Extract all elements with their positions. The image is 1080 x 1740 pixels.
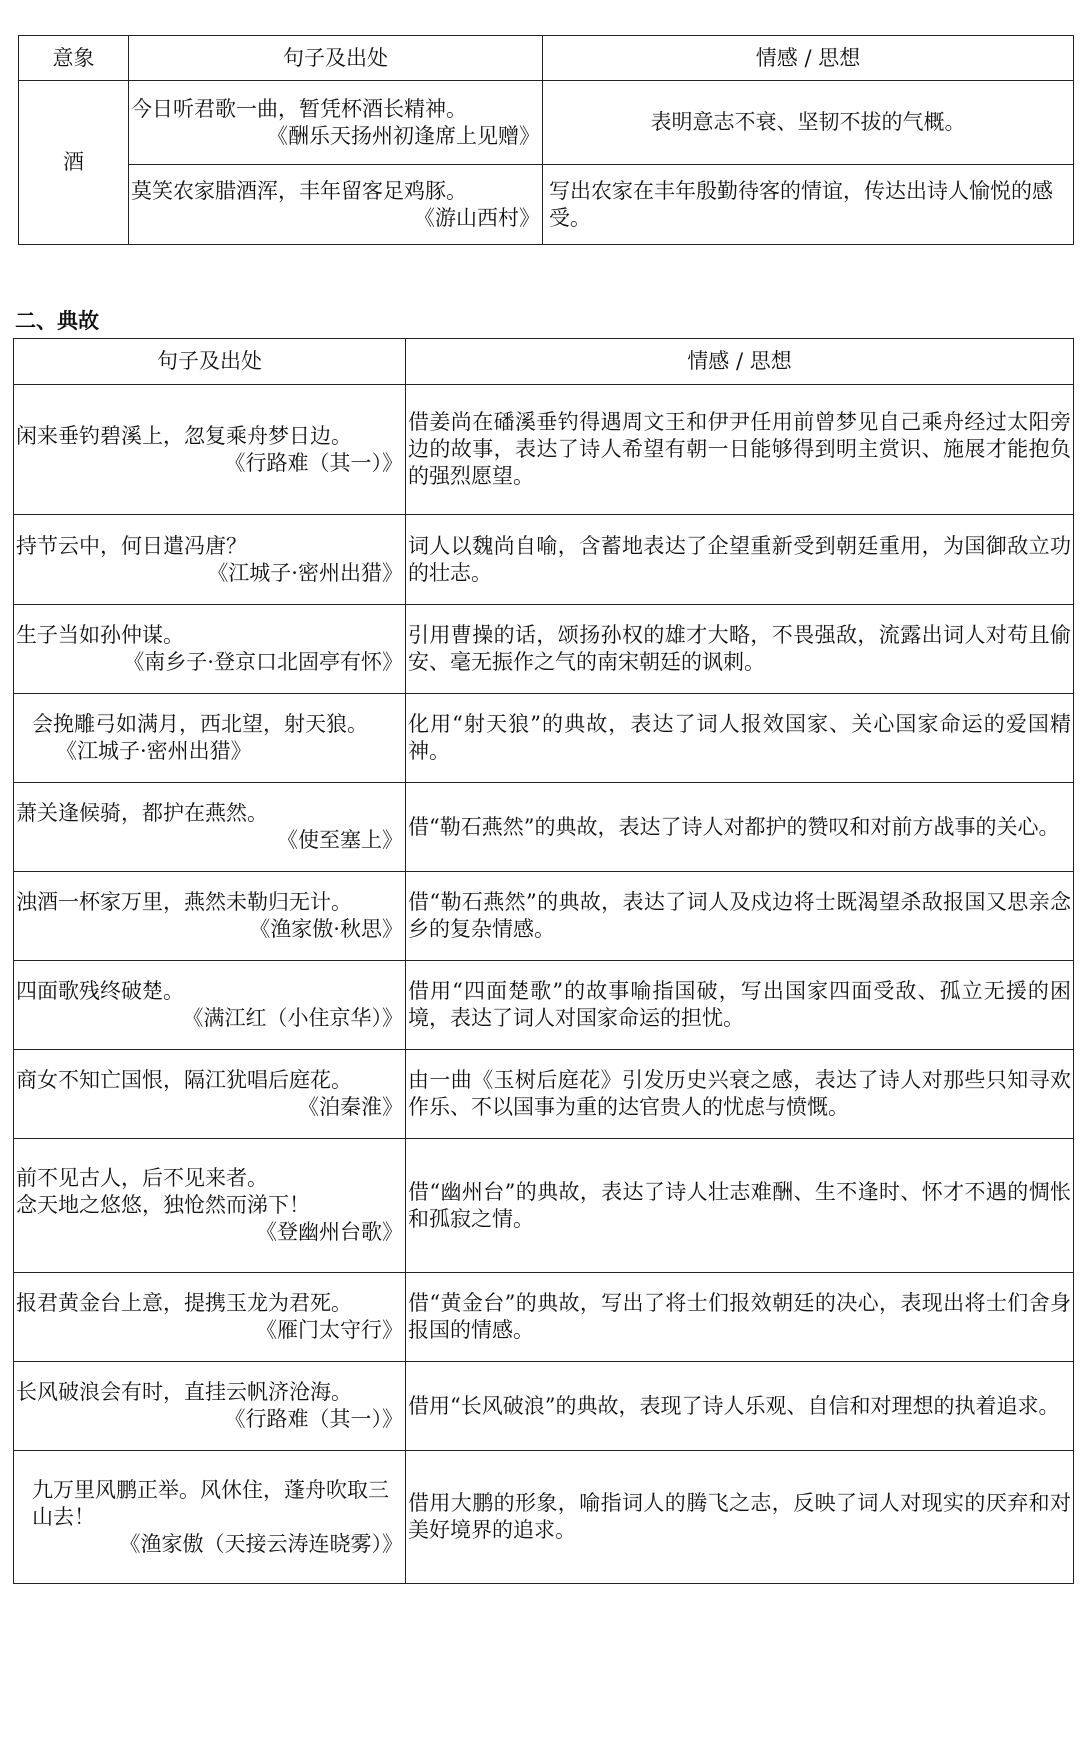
- header-row: [19, 36, 1074, 81]
- sentence-text: 商女不知亡国恨，隔江犹唱后庭花。: [16, 1068, 352, 1092]
- header-sentence-source: 句子及出处: [14, 339, 406, 385]
- emotion-cell: 借用“四面楚歌”的故事喻指国破，写出国家四面受敌、孤立无援的困境，表达了词人对国家命运的担忧。: [406, 961, 1074, 1050]
- emotion-cell: 引用曹操的话，颂扬孙权的雄才大略，不畏强敌，流露出词人对苟且偷安、毫无振作之气的南宋朝廷的讽刺。: [406, 605, 1074, 694]
- table-row: [14, 1362, 1074, 1451]
- table-row: [14, 1050, 1074, 1139]
- emotion-cell: 借“勒石燕然”的典故，表达了词人及戍边将士既渴望杀敌报国又思亲念乡的复杂情感。: [406, 872, 1074, 961]
- header-sentence-source: 句子及出处: [129, 36, 543, 81]
- sentence-text-line2: 念天地之悠悠，独怆然而涕下！: [16, 1193, 310, 1217]
- source-text: 《雁门太守行》: [256, 1318, 403, 1342]
- sentence-cell: [14, 1139, 406, 1273]
- sentence-text: 长风破浪会有时，直挂云帆济沧海。: [16, 1380, 352, 1404]
- sentence-cell: [14, 961, 406, 1050]
- sentence-cell: [14, 1362, 406, 1451]
- sentence-text: 浊酒一杯家万里，燕然未勒归无计。: [16, 890, 352, 914]
- sentence-text: 萧关逢候骑，都护在燕然。: [16, 801, 268, 825]
- table-row: [14, 694, 1074, 783]
- table-row: [14, 515, 1074, 605]
- source-text: 《酬乐天扬州初逢席上见赠》: [267, 123, 540, 148]
- sentence-text: 报君黄金台上意，提携玉龙为君死。: [16, 1291, 352, 1315]
- sentence-text: 生子当如孙仲谋。: [16, 623, 184, 647]
- sentence-cell: [129, 165, 543, 245]
- sentence-cell: [14, 872, 406, 961]
- source-text: 《使至塞上》: [277, 828, 403, 852]
- allusion-table: [13, 338, 1074, 1584]
- imagery-table: [18, 35, 1074, 245]
- header-emotion: 情感 / 思想: [406, 339, 1074, 385]
- table-row: [14, 605, 1074, 694]
- sentence-cell: [129, 81, 543, 165]
- source-text: 《渔家傲·秋思》: [249, 917, 403, 941]
- header-row: [14, 339, 1074, 385]
- table-row: [19, 165, 1074, 245]
- source-text: 《登幽州台歌》: [256, 1220, 403, 1244]
- emotion-cell: 借用“长风破浪”的典故，表现了诗人乐观、自信和对理想的执着追求。: [406, 1362, 1074, 1451]
- source-text: 《游山西村》: [414, 205, 540, 230]
- emotion-cell: 表明意志不衰、坚韧不拔的气概。: [543, 81, 1074, 165]
- header-emotion: 情感 / 思想: [543, 36, 1074, 81]
- table-row: [19, 81, 1074, 165]
- sentence-text: 会挽雕弓如满月，西北望，射天狼。: [32, 712, 368, 736]
- source-text: 《渔家傲（天接云涛连晓雾）》: [119, 1531, 403, 1556]
- header-imagery: 意象: [19, 36, 129, 81]
- source-text: 《行路难（其一）》: [224, 450, 403, 475]
- table-row: [14, 783, 1074, 872]
- emotion-cell: 借姜尚在磻溪垂钓得遇周文王和伊尹任用前曾梦见自己乘舟经过太阳旁边的故事，表达了诗人希望有朝一日能够得到明主赏识、施展才能抱负的强烈愿望。: [406, 385, 1074, 515]
- sentence-text: 今日听君歌一曲，暂凭杯酒长精神。: [131, 96, 467, 121]
- table-row: [14, 1451, 1074, 1584]
- emotion-cell: 借用大鹏的形象，喻指词人的腾飞之志，反映了词人对现实的厌弃和对美好境界的追求。: [406, 1451, 1074, 1584]
- sentence-text: 九万里风鹏正举。风休住，蓬舟吹取三山去！: [32, 1477, 389, 1529]
- table-row: [14, 872, 1074, 961]
- sentence-text: 四面歌残终破楚。: [16, 979, 184, 1003]
- source-text: 《江城子·密州出猎》: [56, 739, 252, 763]
- table-row: [14, 961, 1074, 1050]
- emotion-cell: 借“幽州台”的典故，表达了诗人壮志难酬、生不逢时、怀才不遇的惆怅和孤寂之情。: [406, 1139, 1074, 1273]
- table-row: [14, 1273, 1074, 1362]
- table-row: [14, 1139, 1074, 1273]
- source-text: 《满江红（小住京华）》: [182, 1006, 403, 1030]
- section-title: 二、典故: [15, 309, 99, 333]
- sentence-text: 闲来垂钓碧溪上，忽复乘舟梦日边。: [16, 423, 352, 448]
- sentence-cell: [14, 385, 406, 515]
- sentence-cell: [14, 783, 406, 872]
- sentence-cell: [14, 1050, 406, 1139]
- emotion-cell: 借“黄金台”的典故，写出了将士们报效朝廷的决心，表现出将士们舍身报国的情感。: [406, 1273, 1074, 1362]
- sentence-cell: [14, 515, 406, 605]
- source-text: 《江城子·密州出猎》: [207, 560, 403, 585]
- emotion-cell: 词人以魏尚自喻，含蓄地表达了企望重新受到朝廷重用，为国御敌立功的壮志。: [406, 515, 1074, 605]
- imagery-cell: 酒: [19, 81, 129, 245]
- table-row: [14, 385, 1074, 515]
- sentence-cell: [14, 605, 406, 694]
- source-text: 《泊秦淮》: [298, 1095, 403, 1119]
- sentence-cell: [14, 1273, 406, 1362]
- emotion-cell: 化用“射天狼”的典故，表达了词人报效国家、关心国家命运的爱国精神。: [406, 694, 1074, 783]
- emotion-cell: 由一曲《玉树后庭花》引发历史兴衰之感，表达了诗人对那些只知寻欢作乐、不以国事为重的达官贵人的忧虑与愤慨。: [406, 1050, 1074, 1139]
- sentence-text-line1: 前不见古人，后不见来者。: [16, 1166, 268, 1190]
- sentence-text: 莫笑农家腊酒浑，丰年留客足鸡豚。: [131, 178, 467, 203]
- source-text: 《行路难（其一）》: [224, 1407, 403, 1431]
- sentence-cell: [14, 1451, 406, 1584]
- source-text: 《南乡子·登京口北固亭有怀》: [123, 650, 403, 674]
- sentence-cell: [14, 694, 406, 783]
- emotion-cell: 写出农家在丰年殷勤待客的情谊，传达出诗人愉悦的感受。: [543, 165, 1074, 245]
- emotion-cell: 借“勒石燕然”的典故，表达了诗人对都护的赞叹和对前方战事的关心。: [406, 783, 1074, 872]
- sentence-text: 持节云中，何日遣冯唐？: [16, 533, 247, 558]
